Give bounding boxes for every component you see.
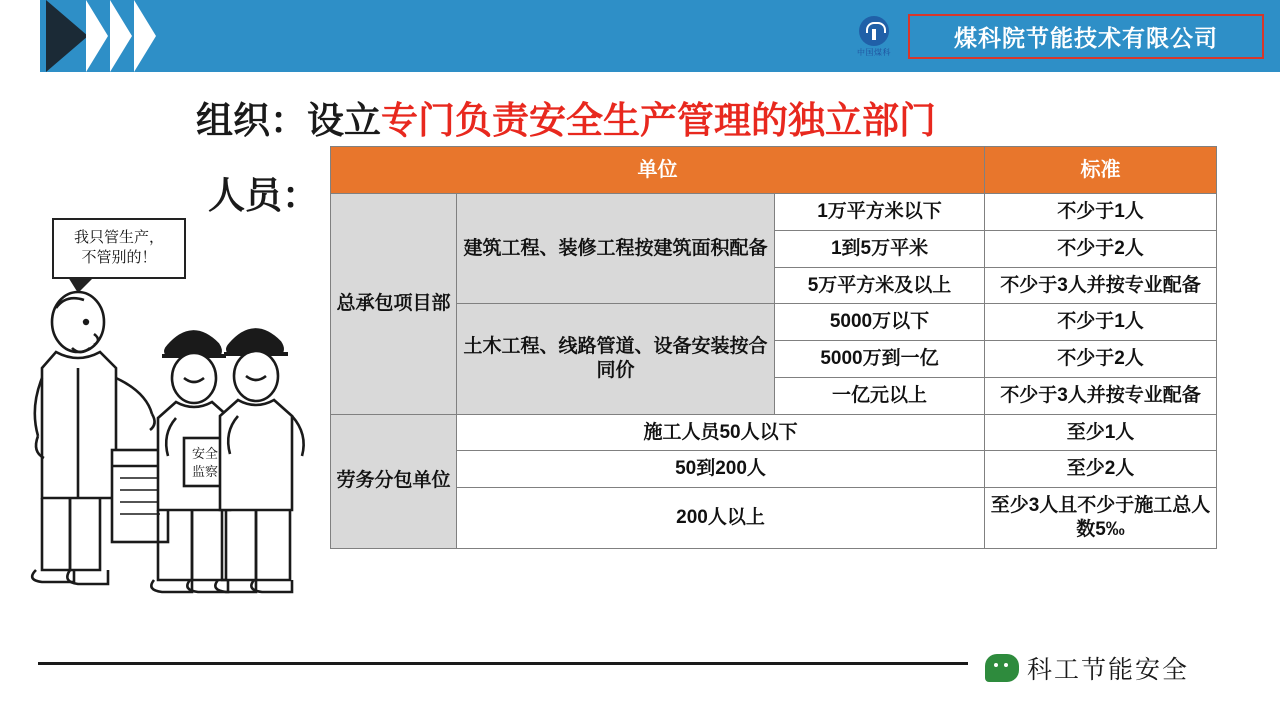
requirements-table	[330, 146, 1217, 549]
subcategory-contract-price: 土木工程、线路管道、设备安装按合同价	[457, 304, 775, 414]
helmet-label-1: 安全	[191, 447, 219, 462]
page-subtitle-personnel: 人员：	[208, 175, 319, 216]
value-cell: 5万平方米及以上	[775, 267, 985, 304]
table-row	[331, 451, 1217, 488]
subcategory-building-area: 建筑工程、装修工程按建筑面积配备	[457, 194, 775, 304]
header-unit: 单位	[331, 147, 985, 194]
speech-bubble	[52, 218, 186, 279]
footer-account-name: 科工节能安全	[1027, 655, 1190, 684]
value-cell: 5000万到一亿	[775, 341, 985, 378]
speech-line-1: 我只管生产，	[73, 229, 164, 246]
value-cell: 1到5万平米	[775, 230, 985, 267]
coal-science-logo-icon	[859, 16, 889, 46]
page-title-organization	[196, 90, 936, 144]
header-standard: 标准	[985, 147, 1217, 194]
company-name-text: 煤科院节能技术有限公司	[954, 25, 1218, 51]
table-header-row	[331, 147, 1217, 194]
value-cell: 5000万以下	[775, 304, 985, 341]
logo-caption: 中国煤科	[857, 48, 891, 57]
standard-cell: 不少于1人	[985, 194, 1217, 231]
helmet-label-2: 监察	[191, 465, 219, 480]
standard-cell: 不少于2人	[985, 341, 1217, 378]
value-cell: 一亿元以上	[775, 377, 985, 414]
chevron-white-icon-3	[134, 0, 156, 72]
chevron-white-icon-2	[110, 0, 132, 72]
chevron-white-icon-1	[86, 0, 108, 72]
standard-cell: 至少3人且不少于施工总人数5‰	[985, 488, 1217, 549]
footer-account-badge	[985, 650, 1189, 686]
value-cell: 1万平方米以下	[775, 194, 985, 231]
workers-drawing	[16, 282, 316, 612]
category-general-contractor: 总承包项目部	[331, 194, 457, 415]
standard-cell: 不少于2人	[985, 230, 1217, 267]
wechat-icon	[985, 654, 1019, 682]
table-row	[331, 304, 1217, 341]
standard-cell: 不少于1人	[985, 304, 1217, 341]
banner-left-white-block	[0, 0, 40, 72]
organization-highlight: 专门负责安全生产管理的独立部门	[381, 100, 936, 141]
standard-cell: 不少于3人并按专业配备	[985, 267, 1217, 304]
cartoon-illustration	[16, 210, 316, 610]
footer-divider	[38, 662, 968, 665]
speech-line-2: 不管别的！	[81, 249, 157, 267]
organization-prefix: 组织：设立	[196, 100, 381, 141]
company-logo	[848, 14, 900, 60]
value-cell: 50到200人	[457, 451, 985, 488]
value-cell: 施工人员50人以下	[457, 414, 985, 451]
standard-cell: 不少于3人并按专业配备	[985, 377, 1217, 414]
table-row	[331, 194, 1217, 231]
chevron-dark-icon	[46, 0, 88, 72]
table-row	[331, 414, 1217, 451]
standard-cell: 至少1人	[985, 414, 1217, 451]
table-row	[331, 488, 1217, 549]
standard-cell: 至少2人	[985, 451, 1217, 488]
category-labor-subcontractor: 劳务分包单位	[331, 414, 457, 548]
value-cell: 200人以上	[457, 488, 985, 549]
company-name-box	[908, 14, 1264, 59]
